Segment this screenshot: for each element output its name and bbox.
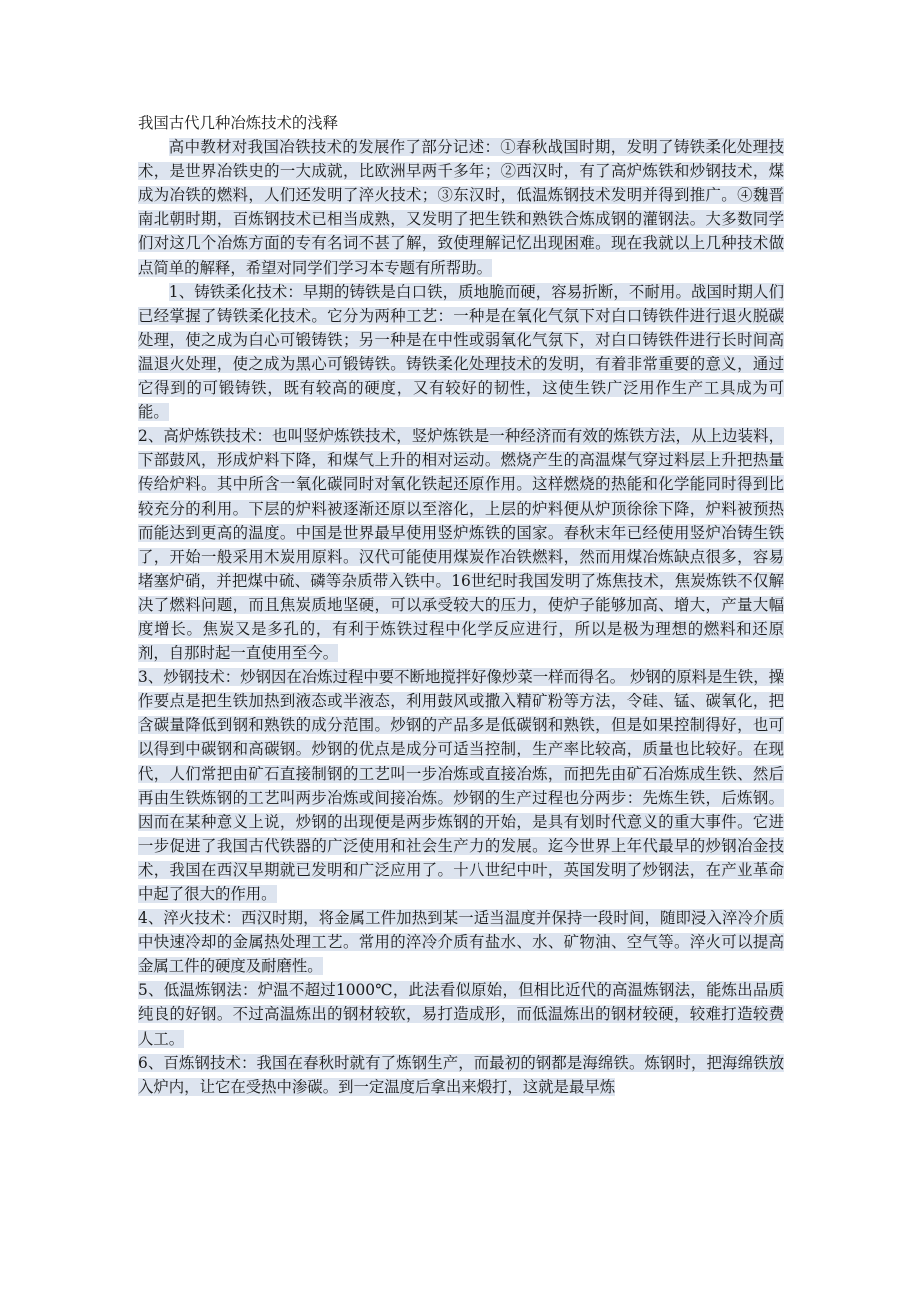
paragraph-section-5: 5、低温炼钢法：炉温不超过1000℃，此法看似原始，但相比近代的高温炼钢法，能炼出品质纯良的好钢。不过高温炼出的钢材较软，易打造成形，而低温炼出的钢材较硬，较难打造较费人工。 bbox=[138, 981, 784, 1048]
document-body bbox=[138, 111, 784, 1099]
paragraph-section-1: 1、铸铁柔化技术：早期的铸铁是白口铁，质地脆而硬，容易折断，不耐用。战国时期人们已经掌握了铸铁柔化技术。它分为两种工艺：一种是在氧化气氛下对白口铸铁件进行退火脱碳处理，使之成为白心可锻铸铁；另一种是在中性或弱氧化气氛下，对白口铸铁件进行长时间高温退火处理，使之成为黑心可锻铸铁。铸铁柔化处理技术的发明，有着非常重要的意义，通过它得到的可锻铸铁，既有较高的硬度，又有较好的韧性，这使生铁广泛用作生产工具成为可能。 bbox=[138, 282, 784, 422]
paragraph-section-3: 3、炒钢技术：炒钢因在冶炼过程中要不断地搅拌好像炒菜一样而得名。 炒钢的原料是生铁，操作要点是把生铁加热到液态或半液态，利用鼓风或撒入精矿粉等方法，令硅、锰、碳氧化，把含碳量降低到钢和熟铁的成分范围。炒钢的产品多是低碳钢和熟铁，但是如果控制得好，也可以得到中碳钢和高碳钢。炒钢的优点是成分可适当控制，生产率比较高，质量也比较好。在现代，人们常把由矿石直接制钢的工艺叫一步冶炼或直接冶炼，而把先由矿石冶炼成生铁、然后再由生铁炼钢的工艺叫两步冶炼或间接冶炼。炒钢的生产过程也分两步：先炼生铁，后炼钢。因而在某种意义上说，炒钢的出现便是两步炼钢的开始，是具有划时代意义的重大事件。它进一步促进了我国古代铁器的广泛使用和社会生产力的发展。迄今世界上年代最早的炒钢冶金技术，我国在西汉早期就已发明和广泛应用了。十八世纪中叶，英国发明了炒钢法，在产业革命中起了很大的作用。 bbox=[138, 668, 784, 903]
document-title: 我国古代几种冶炼技术的浅释 bbox=[138, 114, 339, 132]
paragraph-section-4: 4、淬火技术：西汉时期，将金属工件加热到某一适当温度并保持一段时间，随即浸入淬冷介质中快速冷却的金属热处理工艺。常用的淬冷介质有盐水、水、矿物油、空气等。淬火可以提高金属工件的硬度及耐磨性。 bbox=[138, 909, 784, 976]
paragraph-section-6: 6、百炼钢技术：我国在春秋时就有了炼钢生产，而最初的钢都是海绵铁。炼钢时，把海绵铁放入炉内，让它在受热中渗碳。到一定温度后拿出来煅打，这就是最早炼 bbox=[138, 1053, 784, 1096]
paragraph-section-2: 2、高炉炼铁技术：也叫竖炉炼铁技术，竖炉炼铁是一种经济而有效的炼铁方法，从上边装料，下部鼓风，形成炉料下降，和煤气上升的相对运动。燃烧产生的高温煤气穿过料层上升把热量传给炉料。其中所含一氧化碳同时对氧化铁起还原作用。这样燃烧的热能和化学能同时得到比较充分的利用。下层的炉料被逐渐还原以至溶化，上层的炉料便从炉顶徐徐下降，炉料被预热而能达到更高的温度。中国是世界最早使用竖炉炼铁的国家。春秋末年已经使用竖炉冶铸生铁了，开始一般采用木炭用原料。汉代可能使用煤炭作冶铁燃料，然而用煤冶炼缺点很多，容易堵塞炉硝，并把煤中硫、磷等杂质带入铁中。16世纪时我国发明了炼焦技术，焦炭炼铁不仅解决了燃料问题，而且焦炭质地坚硬，可以承受较大的压力，使炉子能够加高、增大，产量大幅度增长。焦炭又是多孔的，有利于炼铁过程中化学反应进行，所以是极为理想的燃料和还原剂，自那时起一直使用至今。 bbox=[138, 427, 784, 663]
paragraph-intro: 高中教材对我国冶铁技术的发展作了部分记述：①春秋战国时期，发明了铸铁柔化处理技术，是世界冶铁史的一大成就，比欧洲早两千多年；②西汉时，有了高炉炼铁和炒钢技术，煤成为冶铁的燃料，人们还发明了淬火技术；③东汉时，低温炼钢技术发明并得到推广。④魏晋南北朝时期，百炼钢技术已相当成熟，又发明了把生铁和熟铁合炼成钢的灌钢法。大多数同学们对这几个冶炼方面的专有名词不甚了解，致使理解记忆出现困难。现在我就以上几种技术做点简单的解释，希望对同学们学习本专题有所帮助。 bbox=[138, 138, 784, 277]
